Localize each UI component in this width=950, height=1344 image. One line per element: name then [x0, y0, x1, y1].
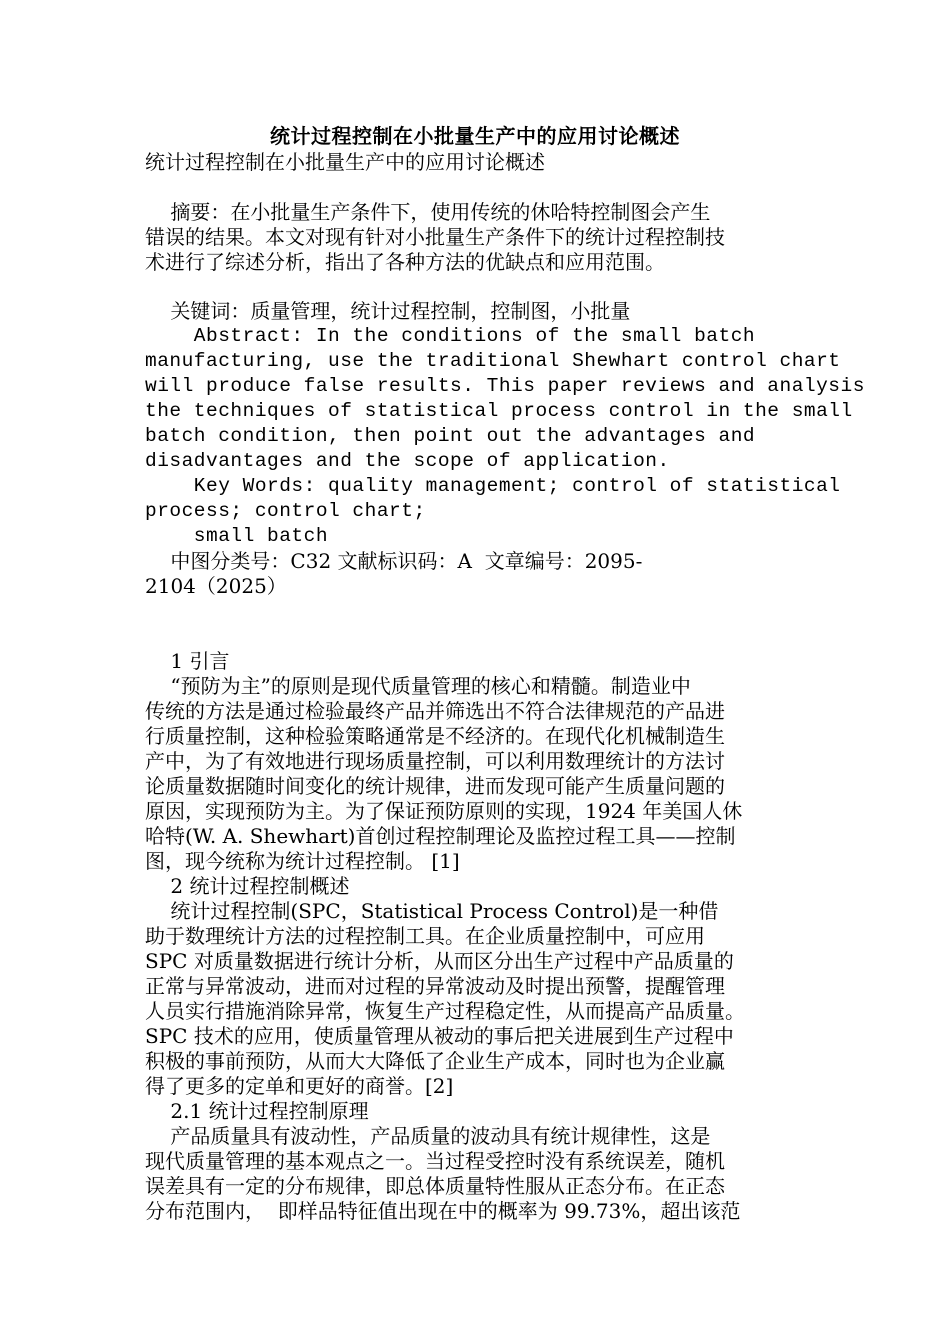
- abstract-cn-line-2: 错误的结果。本文对现有针对小批量生产条件下的统计过程控制技: [145, 225, 725, 249]
- body-line: SPC 技术的应用，使质量管理从被动的事后把关进展到生产过程中: [145, 1024, 734, 1048]
- body-line: 原因，实现预防为主。为了保证预防原则的实现，1924 年美国人休: [145, 799, 743, 823]
- section-heading-spc-principle: 2.1 统计过程控制原理: [145, 1099, 369, 1123]
- body-line: 助于数理统计方法的过程控制工具。在企业质量控制中，可应用: [145, 924, 705, 948]
- body-line: 分布范围内， 即样品特征值出现在中的概率为 99.73%，超出该范: [145, 1199, 741, 1223]
- body-line: 哈特(W. A. Shewhart)首创过程控制理论及监控过程工具——控制: [145, 824, 736, 848]
- subtitle-line: 统计过程控制在小批量生产中的应用讨论概述: [145, 150, 545, 174]
- body-line: 积极的事前预防，从而大大降低了企业生产成本，同时也为企业赢: [145, 1049, 725, 1073]
- body-line: 产品质量具有波动性，产品质量的波动具有统计规律性，这是: [145, 1124, 711, 1148]
- abstract-en-line-2: manufacturing, use the traditional Shewhart control chart: [145, 350, 841, 372]
- abstract-cn-line-3: 术进行了综述分析，指出了各种方法的优缺点和应用范围。: [145, 250, 665, 274]
- body-line: 正常与异常波动，进而对过程的异常波动及时提出预警，提醒管理: [145, 974, 725, 998]
- body-line: “预防为主”的原则是现代质量管理的核心和精髓。制造业中: [145, 674, 691, 698]
- section-heading-intro: 1 引言: [145, 649, 230, 673]
- body-line: 产中，为了有效地进行现场质量控制，可以利用数理统计的方法讨: [145, 749, 725, 773]
- body-line: 传统的方法是通过检验最终产品并筛选出不符合法律规范的产品进: [145, 699, 725, 723]
- abstract-cn-line-1: 摘要：在小批量生产条件下，使用传统的休哈特控制图会产生: [145, 200, 711, 224]
- abstract-en-line-6: disadvantages and the scope of application.: [145, 450, 670, 472]
- body-line: 误差具有一定的分布规律，即总体质量特性服从正态分布。在正态: [145, 1174, 725, 1198]
- body-line: 行质量控制，这种检验策略通常是不经济的。在现代化机械制造生: [145, 724, 725, 748]
- classification-line-2: 2104（2025）: [145, 574, 287, 598]
- keywords-en-line-2: process; control chart;: [145, 500, 426, 522]
- abstract-en-line-3: will produce false results. This paper reviews and analysis: [145, 375, 865, 397]
- keywords-cn-line: 关键词：质量管理，统计过程控制，控制图，小批量: [145, 299, 631, 323]
- abstract-en-line-1: Abstract: In the conditions of the small batch: [145, 325, 756, 347]
- abstract-en-line-4: the techniques of statistical process control in the small: [145, 400, 853, 422]
- document-title: 统计过程控制在小批量生产中的应用讨论概述: [270, 124, 680, 148]
- body-line: 论质量数据随时间变化的统计规律，进而发现可能产生质量问题的: [145, 774, 725, 798]
- keywords-en-line-3: small batch: [145, 525, 329, 547]
- body-line: 得了更多的定单和更好的商誉。[2]: [145, 1074, 454, 1098]
- keywords-en-line-1: Key Words: quality management; control of statistical: [145, 475, 841, 497]
- body-line: SPC 对质量数据进行统计分析，从而区分出生产过程中产品质量的: [145, 949, 734, 973]
- body-line: 统计过程控制(SPC，Statistical Process Control)是一种借: [145, 899, 719, 923]
- classification-line-1: 中图分类号：C32 文献标识码：A 文章编号：2095-: [145, 549, 643, 573]
- abstract-en-line-5: batch condition, then point out the advantages and: [145, 425, 756, 447]
- body-line: 人员实行措施消除异常，恢复生产过程稳定性，从而提高产品质量。: [145, 999, 745, 1023]
- body-line: 图，现今统称为统计过程控制。 [1]: [145, 849, 460, 873]
- body-line: 现代质量管理的基本观点之一。当过程受控时没有系统误差，随机: [145, 1149, 725, 1173]
- section-heading-spc-overview: 2 统计过程控制概述: [145, 874, 350, 898]
